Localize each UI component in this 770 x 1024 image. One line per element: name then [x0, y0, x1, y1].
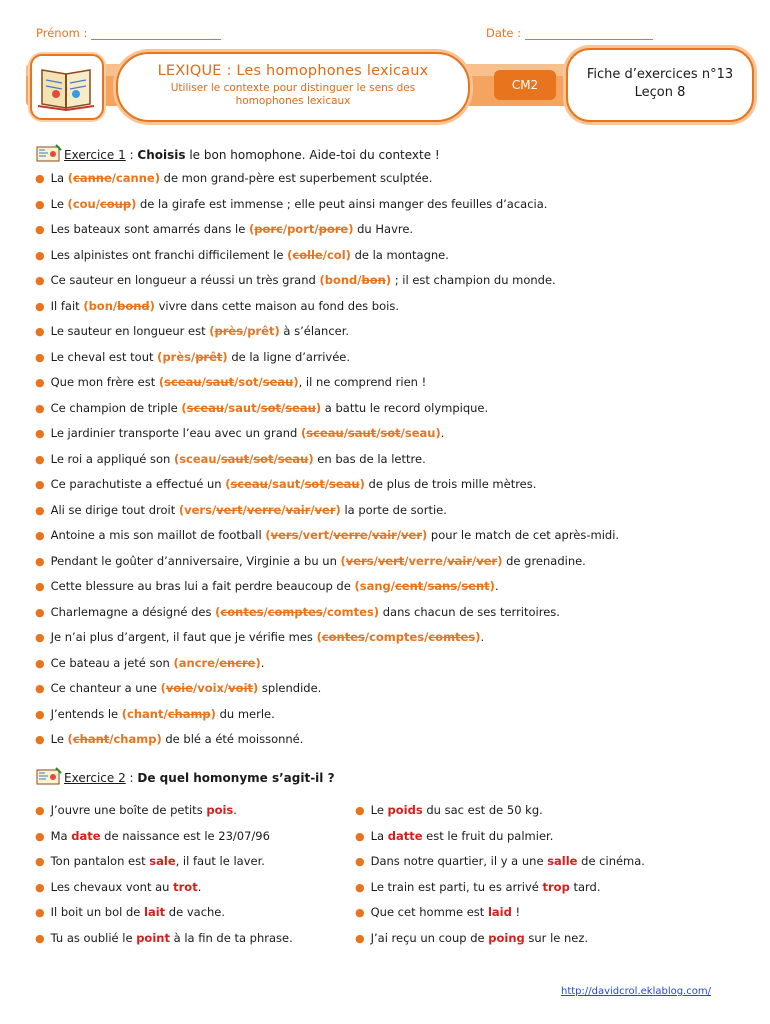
- sentence-start: Ce parachutiste a effectué un: [50, 477, 226, 491]
- crossed-option: saut: [205, 375, 235, 389]
- date-field: [486, 26, 653, 40]
- homophone-choices: (près/prêt): [209, 324, 280, 338]
- sentence-start: Dans notre quartier, il y a une: [370, 854, 548, 868]
- sentence-start: J’ouvre une boîte de petits: [50, 803, 207, 817]
- bullet-icon: ●: [35, 829, 45, 843]
- sentence-start: Ce chanteur a une: [50, 681, 161, 695]
- crossed-option: seau: [262, 375, 294, 389]
- homophone-choices: (sceau/saut/sot/seau): [158, 375, 299, 389]
- homophone-choices: (colle/col): [287, 247, 351, 262]
- exercise-2-heading: Exercice 2 : De quel homonyme s’agit-il ?: [36, 767, 335, 785]
- sentence-start: Les bateaux sont amarrés dans le: [50, 222, 249, 236]
- exercise-1-item: [35, 477, 536, 491]
- title-banner: [26, 46, 770, 128]
- book-reading-icon: [30, 54, 104, 120]
- homonym-answer: point: [136, 930, 170, 945]
- sentence-end: de la ligne d’arrivée.: [227, 349, 351, 364]
- sentence-end: de la montagne.: [350, 247, 449, 262]
- homophone-choices: (sceau/saut/sot/seau): [181, 400, 322, 415]
- exercise-1-item: [35, 554, 586, 568]
- sentence-start: Ce champion de triple: [50, 400, 182, 415]
- sentence-start: Ce sauteur en longueur a réussi un très grand: [50, 273, 320, 287]
- exercise-1-item: [35, 350, 350, 364]
- crossed-option: vert: [377, 553, 405, 568]
- exercise-1-item: [35, 222, 413, 236]
- bullet-icon: ●: [35, 248, 45, 262]
- sentence-start: Il boit un bol de: [50, 905, 144, 919]
- crossed-option: encre: [219, 655, 256, 670]
- sentence-end: du merle.: [215, 706, 275, 721]
- exercise-2-item-right: [355, 803, 543, 817]
- bullet-icon: ●: [35, 707, 45, 721]
- correct-option: prêt: [247, 324, 275, 338]
- sentence-end: tard.: [569, 879, 601, 894]
- crossed-option: comptes: [267, 604, 323, 619]
- exercise-1-item: [35, 528, 619, 542]
- correct-option: sceau: [179, 451, 217, 466]
- sentence-start: Il fait: [50, 298, 84, 313]
- correct-option: vers: [184, 502, 212, 517]
- homonym-answer: date: [71, 828, 101, 843]
- exercise-2-item-left: [35, 803, 237, 817]
- homonym-answer: poids: [387, 803, 423, 817]
- crossed-option: ver: [476, 553, 498, 568]
- homophone-choices: (sceau/saut/sot/seau): [301, 426, 441, 440]
- sentence-end: en bas de la lettre.: [313, 451, 426, 466]
- correct-option: saut: [272, 477, 301, 491]
- bullet-icon: ●: [35, 880, 45, 894]
- correct-option: col: [326, 247, 346, 262]
- bullet-icon: ●: [35, 529, 45, 542]
- prenom-label: Prénom :: [36, 26, 88, 40]
- crossed-option: sot: [380, 426, 401, 440]
- correct-option: bon: [88, 298, 113, 313]
- correct-option: bond: [324, 273, 358, 287]
- bullet-icon: ●: [35, 350, 45, 364]
- crossed-option: sot: [260, 400, 282, 415]
- sentence-end: à la fin de ta phrase.: [169, 930, 293, 945]
- sentence-end: .: [233, 803, 237, 817]
- bullet-icon: ●: [355, 804, 365, 817]
- homophone-choices: (contes/comptes/comtes): [215, 604, 380, 619]
- exercise-1-item: [35, 681, 321, 695]
- exercise-1-instruction-bold: Choisis: [137, 148, 186, 162]
- homophone-choices: (chant/champ): [121, 706, 216, 721]
- sentence-end: de plus de trois mille mètres.: [364, 477, 537, 491]
- level-badge: CM2: [494, 70, 556, 100]
- title-box: [116, 52, 470, 122]
- correct-option: près: [162, 349, 191, 364]
- sentence-start: Le: [50, 196, 68, 211]
- sentence-start: Ali se dirige tout droit: [50, 502, 179, 517]
- sentence-end: , il ne comprend rien !: [298, 375, 427, 389]
- footer-link[interactable]: http://davidcrol.eklablog.com/: [561, 986, 711, 997]
- bullet-icon: ●: [35, 325, 45, 338]
- exercise-1-item: [35, 452, 426, 466]
- exercise-2-item-right: [355, 931, 588, 945]
- correct-option: cou: [72, 196, 96, 211]
- homophone-choices: (bond/bon): [319, 273, 392, 287]
- bullet-icon: ●: [355, 829, 365, 843]
- exercise-2-item-left: [35, 905, 225, 919]
- prenom-line: [91, 27, 221, 40]
- homophone-choices: (contes/comptes/comtes): [316, 630, 481, 644]
- sentence-end: à s’élancer.: [279, 324, 350, 338]
- bullet-icon: ●: [35, 478, 45, 491]
- exercise-1-heading: Exercice 1 : Choisis le bon homophone. Aide-toi du contexte !: [36, 144, 440, 162]
- fiche-box: [566, 48, 754, 122]
- correct-option: sang: [359, 579, 391, 593]
- sentence-start: J’ai reçu un coup de: [370, 930, 489, 945]
- crossed-option: comtes: [428, 630, 476, 644]
- homophone-choices: (chant/champ): [67, 732, 162, 746]
- homonym-answer: poing: [488, 930, 525, 945]
- sentence-start: Je n’ai plus d’argent, il faut que je vérifie mes: [50, 630, 317, 644]
- bullet-icon: ●: [35, 554, 45, 568]
- homophone-choices: (sang/cent/sans/sent): [354, 579, 495, 593]
- sentence-end: a battu le record olympique.: [321, 400, 489, 415]
- prenom-field: [36, 26, 221, 40]
- homophone-choices: (sceau/saut/sot/seau): [173, 451, 314, 466]
- crossed-option: seau: [277, 451, 309, 466]
- fiche-number: Fiche d’exercices n°13: [586, 67, 734, 82]
- crossed-option: sans: [427, 579, 458, 593]
- exercise-1-item: [35, 197, 547, 211]
- date-label: Date :: [486, 26, 522, 40]
- sentence-start: Antoine a mis son maillot de football: [50, 528, 266, 542]
- crossed-option: sceau: [306, 426, 344, 440]
- homonym-answer: pois: [206, 803, 234, 817]
- crossed-option: seau: [285, 400, 316, 415]
- homophone-choices: (porc/port/pore): [248, 222, 354, 236]
- bullet-icon: ●: [35, 376, 45, 389]
- sentence-end: pour le match de cet après-midi.: [427, 528, 620, 542]
- crossed-option: champ: [167, 706, 211, 721]
- exercise-1-icon: [36, 144, 62, 162]
- sentence-start: La: [50, 171, 68, 185]
- bullet-icon: ●: [35, 503, 45, 517]
- correct-option: saut: [228, 400, 257, 415]
- crossed-option: cent: [394, 579, 424, 593]
- exercise-2-item-right: [355, 880, 601, 894]
- crossed-option: chant: [72, 732, 110, 746]
- exercise-1-item: [35, 273, 556, 287]
- exercise-1-item: [35, 299, 399, 313]
- crossed-option: ver: [401, 528, 422, 542]
- sentence-start: Le jardinier transporte l’eau avec un grand: [50, 426, 301, 440]
- crossed-option: prêt: [195, 349, 223, 364]
- crossed-option: vert: [216, 502, 243, 517]
- bullet-icon: ●: [35, 605, 45, 619]
- exercise-2-item-right: [355, 905, 520, 919]
- sentence-start: Ton pantalon est: [50, 854, 150, 868]
- exercise-1-item: [35, 503, 447, 517]
- sentence-start: Les chevaux vont au: [50, 879, 174, 894]
- sentence-end: de blé a été moissonné.: [161, 732, 304, 746]
- homophone-choices: (canne/canne): [67, 171, 160, 185]
- sentence-end: de vache.: [165, 905, 226, 919]
- bullet-icon: ●: [35, 804, 45, 817]
- crossed-option: sceau: [164, 375, 202, 389]
- sentence-end: de la girafe est immense ; elle peut ainsi manger des feuilles d’acacia.: [136, 196, 548, 211]
- homophone-choices: (bon/bond): [83, 298, 155, 313]
- crossed-option: pore: [318, 222, 349, 236]
- correct-option: chant: [127, 706, 164, 721]
- homophone-choices: (vers/vert/verre/vair/ver): [340, 553, 503, 568]
- sentence-start: Le train est parti, tu es arrivé: [370, 879, 543, 894]
- sentence-end: est le fruit du palmier.: [422, 828, 554, 843]
- sentence-end: .: [260, 655, 265, 670]
- sentence-end: , il faut le laver.: [175, 854, 265, 868]
- sentence-start: Que mon frère est: [50, 375, 159, 389]
- sentence-end: .: [494, 579, 499, 593]
- crossed-option: sot: [253, 451, 274, 466]
- exercise-1-item: [35, 630, 484, 644]
- exercise-2-item-left: [35, 829, 270, 843]
- bullet-icon: ●: [35, 427, 45, 440]
- exercise-1-item: [35, 426, 444, 440]
- correct-option: comtes: [326, 604, 374, 619]
- exercise-1-item: [35, 171, 432, 185]
- crossed-option: vers: [345, 553, 374, 568]
- sentence-start: Le: [370, 803, 388, 817]
- homonym-answer: datte: [387, 828, 423, 843]
- homonym-answer: trop: [542, 879, 570, 894]
- crossed-option: sent: [461, 579, 490, 593]
- sentence-start: Le: [50, 732, 68, 746]
- sentence-end: !: [511, 905, 521, 919]
- sentence-start: Pendant le goûter d’anniversaire, Virginie a bu un: [50, 553, 341, 568]
- crossed-option: ver: [314, 502, 336, 517]
- bullet-icon: ●: [35, 197, 45, 211]
- crossed-option: saut: [220, 451, 250, 466]
- exercise-2-item-left: [35, 880, 201, 894]
- sentence-end: dans chacun de ses territoires.: [379, 604, 560, 619]
- crossed-option: vair: [447, 553, 473, 568]
- exercise-2-item-left: [35, 931, 293, 945]
- correct-option: comptes: [369, 630, 425, 644]
- sentence-start: Le roi a appliqué son: [50, 451, 174, 466]
- homophone-choices: (cou/coup): [67, 196, 137, 211]
- lesson-title: LEXIQUE : Les homophones lexicaux: [157, 63, 429, 79]
- crossed-option: sot: [304, 477, 325, 491]
- exercise-2-instruction: De quel homonyme s’agit-il ?: [137, 771, 335, 785]
- bullet-icon: ●: [35, 906, 45, 919]
- exercise-2-item-right: [355, 854, 645, 868]
- correct-option: canne: [115, 171, 155, 185]
- lesson-number: Leçon 8: [634, 85, 686, 100]
- crossed-option: seau: [329, 477, 360, 491]
- crossed-option: contes: [321, 630, 365, 644]
- sentence-end: de naissance est le 23/07/96: [100, 828, 270, 843]
- lesson-subtitle-2: homophones lexicaux: [235, 95, 351, 107]
- sentence-start: Charlemagne a désigné des: [50, 604, 216, 619]
- exercise-1-item: [35, 579, 499, 593]
- bullet-icon: ●: [355, 855, 365, 868]
- sentence-start: J’entends le: [50, 706, 122, 721]
- exercise-2-icon: [36, 767, 62, 785]
- crossed-option: bond: [117, 298, 150, 313]
- homophone-choices: (vers/vert/verre/vair/ver): [178, 502, 341, 517]
- sentence-start: Ce bateau a jeté son: [50, 655, 174, 670]
- bullet-icon: ●: [35, 223, 45, 236]
- sentence-start: Tu as oublié le: [50, 930, 137, 945]
- bullet-icon: ●: [355, 931, 365, 945]
- sentence-start: Le cheval est tout: [50, 349, 158, 364]
- exercise-1-item: [35, 605, 560, 619]
- exercise-1-item: [35, 656, 264, 670]
- crossed-option: verre: [333, 528, 368, 542]
- crossed-option: près: [214, 324, 244, 338]
- crossed-option: saut: [347, 426, 377, 440]
- homonym-answer: lait: [144, 905, 166, 919]
- crossed-option: sceau: [230, 477, 268, 491]
- crossed-option: voit: [228, 681, 254, 695]
- bullet-icon: ●: [35, 452, 45, 466]
- sentence-end: .: [197, 879, 202, 894]
- crossed-option: bon: [361, 273, 386, 287]
- sentence-end: sur le nez.: [524, 930, 589, 945]
- crossed-option: colle: [292, 247, 323, 262]
- sentence-start: Que cet homme est: [370, 905, 488, 919]
- exercise-1-item: [35, 375, 426, 389]
- homophone-choices: (ancre/encre): [173, 655, 261, 670]
- crossed-option: verre: [246, 502, 282, 517]
- correct-option: sot: [238, 375, 259, 389]
- sentence-start: La: [370, 828, 388, 843]
- sentence-end: de cinéma.: [577, 854, 645, 868]
- crossed-option: vers: [270, 528, 299, 542]
- exercise-2-item-left: [35, 854, 265, 868]
- correct-option: vert: [302, 528, 330, 542]
- sentence-end: .: [480, 630, 485, 644]
- homophone-choices: (près/prêt): [157, 349, 228, 364]
- exercise-1-item: [35, 324, 349, 338]
- exercise-1-item: [35, 707, 275, 721]
- crossed-option: canne: [73, 171, 112, 185]
- crossed-option: vair: [371, 528, 397, 542]
- homophone-choices: (vers/vert/verre/vair/ver): [265, 528, 428, 542]
- homonym-answer: sale: [149, 854, 176, 868]
- crossed-option: vair: [285, 502, 311, 517]
- bullet-icon: ●: [35, 580, 45, 593]
- correct-option: seau: [404, 426, 436, 440]
- sentence-end: vivre dans cette maison au fond des bois.: [154, 298, 399, 313]
- bullet-icon: ●: [35, 299, 45, 313]
- bullet-icon: ●: [35, 682, 45, 695]
- lesson-subtitle-1: Utiliser le contexte pour distinguer le sens des: [170, 82, 416, 94]
- exercise-1-item: [35, 732, 303, 746]
- bullet-icon: ●: [35, 656, 45, 670]
- homonym-answer: trot: [173, 879, 198, 894]
- homophone-choices: (sceau/saut/sot/seau): [225, 477, 365, 491]
- sentence-end: du Havre.: [353, 222, 414, 236]
- crossed-option: porc: [254, 222, 283, 236]
- correct-option: voix: [197, 681, 224, 695]
- sentence-start: Les alpinistes ont franchi difficilement le: [50, 247, 288, 262]
- date-line: [525, 27, 653, 40]
- bullet-icon: ●: [35, 931, 45, 945]
- bullet-icon: ●: [355, 880, 365, 894]
- crossed-option: voie: [165, 681, 193, 695]
- sentence-start: Le sauteur en longueur est: [50, 324, 210, 338]
- crossed-option: contes: [220, 604, 264, 619]
- correct-option: verre: [408, 553, 443, 568]
- homonym-answer: laid: [487, 905, 512, 919]
- crossed-option: coup: [99, 196, 132, 211]
- correct-option: champ: [113, 732, 157, 746]
- exercise-2-label: Exercice 2: [64, 771, 126, 785]
- sentence-end: .: [440, 426, 445, 440]
- homophone-choices: (voie/voix/voit): [160, 681, 259, 695]
- exercise-1-label: Exercice 1: [64, 148, 126, 162]
- sentence-end: splendide.: [258, 681, 322, 695]
- bullet-icon: ●: [35, 401, 45, 415]
- bullet-icon: ●: [355, 906, 365, 919]
- bullet-icon: ●: [35, 733, 45, 746]
- exercise-1-instruction: le bon homophone. Aide-toi du contexte !: [185, 148, 440, 162]
- sentence-end: du sac est de 50 kg.: [422, 803, 543, 817]
- bullet-icon: ●: [35, 631, 45, 644]
- bullet-icon: ●: [35, 274, 45, 287]
- exercise-2-item-right: [355, 829, 553, 843]
- homonym-answer: salle: [547, 854, 578, 868]
- crossed-option: sceau: [186, 400, 225, 415]
- sentence-end: de mon grand-père est superbement sculptée.: [160, 171, 433, 185]
- correct-option: ancre: [178, 655, 215, 670]
- correct-option: port: [287, 222, 315, 236]
- sentence-start: Ma: [50, 828, 72, 843]
- sentence-end: la porte de sortie.: [340, 502, 447, 517]
- bullet-icon: ●: [35, 855, 45, 868]
- sentence-end: ; il est champion du monde.: [391, 273, 556, 287]
- exercise-1-item: [35, 401, 488, 415]
- sentence-start: Cette blessure au bras lui a fait perdre beaucoup de: [50, 579, 355, 593]
- bullet-icon: ●: [35, 172, 45, 185]
- exercise-1-item: [35, 248, 449, 262]
- sentence-end: de grenadine.: [502, 553, 586, 568]
